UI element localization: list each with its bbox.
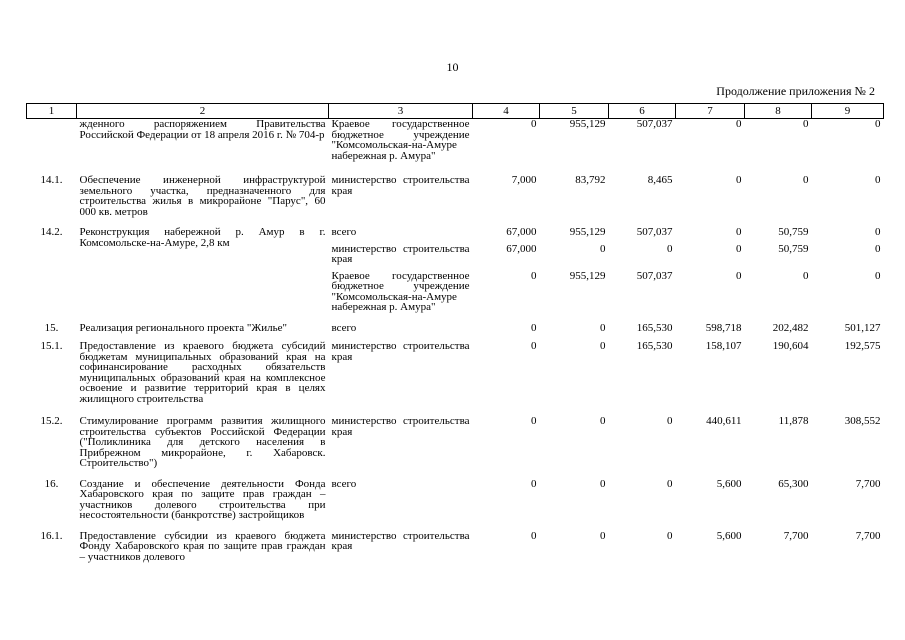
row-number: 16. [44,477,59,490]
row-number: 15.2. [40,415,63,427]
table-row [27,323,884,342]
row-name: Предоставление субсидии из краевого бюджета Фонду Хабаровского края по защите прав граждан – участников долевого [79,529,326,563]
value-cell: 5,600 [716,529,742,542]
value-cell: 0 [667,415,673,427]
row-number: 15.1. [40,340,63,352]
header-cell: 5 [540,104,609,119]
value-cell: 202,482 [772,321,809,334]
value-cell: 0 [803,118,809,130]
value-cell: 7,700 [855,529,881,542]
value-cell: 0 [875,226,881,238]
executor-cell: министерство строительства края [331,242,470,265]
value-cell: 5,600 [716,477,742,490]
row-number: 14.2. [40,226,63,238]
executor-cell: всего [331,321,357,334]
value-cell: 0 [803,174,809,186]
program-table [26,103,884,572]
value-cell: 190,604 [772,340,809,352]
value-cell: 598,718 [705,321,742,334]
value-cell: 7,700 [783,529,809,542]
value-cell: 0 [531,118,537,130]
value-cell: 0 [531,529,537,542]
table-row [27,531,884,573]
value-cell: 8,465 [647,174,673,186]
table-row [27,227,884,244]
value-cell: 67,000 [506,226,537,238]
value-cell: 7,700 [855,477,881,490]
value-cell: 67,000 [506,242,537,255]
value-cell: 50,759 [778,242,809,255]
value-cell: 0 [531,269,537,282]
header-cell: 8 [745,104,812,119]
value-cell: 0 [600,242,606,255]
value-cell: 308,552 [844,415,881,427]
value-cell: 50,759 [778,226,809,238]
table-row [27,175,884,227]
header-cell: 7 [676,104,745,119]
row-number: 14.1. [40,174,63,186]
row-name: Создание и обеспечение деятельности Фонда Хабаровского края по защите прав граждан – участников долевого строительства при несостоятельности (банкротстве) застройщиков [79,477,326,521]
value-cell: 0 [736,118,742,130]
table-row [27,341,884,416]
row-number: 15. [44,321,59,334]
value-cell: 0 [736,242,742,255]
value-cell: 0 [531,415,537,427]
value-cell: 501,127 [844,321,881,334]
value-cell: 955,129 [569,269,606,282]
header-cell: 4 [473,104,540,119]
value-cell: 507,037 [636,118,673,130]
value-cell: 165,530 [636,340,673,352]
value-cell: 0 [600,477,606,490]
row-name: Реконструкция набережной р. Амур в г. Комсомольске-на-Амуре, 2,8 км [79,226,326,249]
value-cell: 0 [600,340,606,352]
executor-cell: министерство строительства края [331,415,470,438]
row-name: Реализация регионального проекта "Жилье" [79,321,287,334]
header-cell: 1 [27,104,77,119]
header-cell: 6 [609,104,676,119]
executor-cell: всего [331,477,357,490]
value-cell: 0 [531,321,537,334]
value-cell: 0 [736,174,742,186]
value-cell: 158,107 [705,340,742,352]
table-body [27,119,884,573]
value-cell: 0 [600,529,606,542]
value-cell: 65,300 [778,477,809,490]
value-cell: 0 [531,477,537,490]
value-cell: 83,792 [575,174,606,186]
value-cell: 0 [531,340,537,352]
table-row [27,119,884,176]
value-cell: 0 [875,118,881,130]
continuation-label: Продолжение приложения № 2 [716,84,875,98]
page-number: 10 [446,60,459,74]
row-name: Предоставление из краевого бюджета субсидий бюджетам муниципальных образований края на софинансирование расходных обязательств муниципальных образований края на комплексное освоение и развитие территорий края в целях жилищного строительства [79,340,326,405]
value-cell: 0 [875,174,881,186]
executor-cell: министерство строительства края [331,340,470,363]
value-cell: 507,037 [636,269,673,282]
value-cell: 955,129 [569,226,606,238]
header-cell: 2 [77,104,329,119]
value-cell: 0 [875,242,881,255]
row-name: жденного распоряжением Правительства Российской Федерации от 18 апреля 2016 г. № 704-р [79,118,326,141]
value-cell: 440,611 [706,415,742,427]
header-cell: 3 [329,104,473,119]
row-name: Стимулирование программ развития жилищного строительства субъектов Российской Федерации ("Поликлиника для детского населения в Прибрежном микрорайоне, г. Хабаровск. Строительство") [79,415,326,469]
value-cell: 11,878 [778,415,809,427]
executor-cell: министерство строительства края [331,174,470,197]
value-cell: 0 [667,242,673,255]
value-cell: 0 [736,226,742,238]
value-cell: 0 [667,477,673,490]
value-cell: 507,037 [636,226,673,238]
value-cell: 0 [600,321,606,334]
table-row [27,416,884,479]
executor-cell: Краевое государственное бюджетное учреждение "Комсомольская-на-Амуре набережная р. Амура" [331,118,470,162]
value-cell: 192,575 [844,340,881,352]
row-name: Обеспечение инженерной инфраструктурой земельного участка, предназначенного для строительства жилья в микрорайоне "Парус", 60 000 кв. метров [79,174,326,218]
header-row [27,104,884,119]
value-cell: 0 [736,269,742,282]
value-cell: 955,129 [569,118,606,130]
table-row [27,479,884,531]
value-cell: 0 [875,269,881,282]
executor-cell: Краевое государственное бюджетное учреждение "Комсомольская-на-Амуре набережная р. Амура" [331,269,470,313]
value-cell: 165,530 [636,321,673,334]
row-number [27,119,77,176]
value-cell: 7,000 [511,174,537,186]
executor-cell: министерство строительства края [331,529,470,552]
header-cell: 9 [812,104,884,119]
executor-cell: всего [331,226,357,238]
value-cell: 0 [803,269,809,282]
row-number: 16.1. [40,529,63,542]
value-cell: 0 [667,529,673,542]
value-cell: 0 [600,415,606,427]
